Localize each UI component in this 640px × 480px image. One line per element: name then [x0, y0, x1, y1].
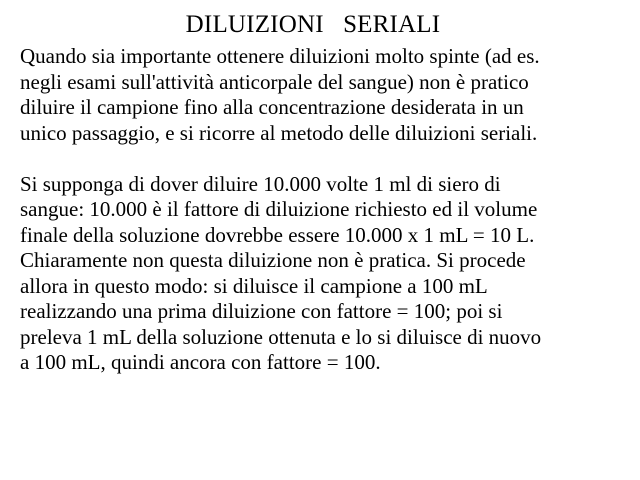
text-line: realizzando una prima diluizione con fattore = 100; poi si — [20, 299, 503, 323]
slide-body — [20, 44, 640, 376]
text-line: unico passaggio, e si ricorre al metodo delle diluizioni seriali. — [20, 120, 538, 145]
paragraph-example — [20, 172, 640, 376]
text-line: negli esami sull'attività anticorpale del sangue) non è pratico — [20, 69, 529, 94]
paragraph-spacer — [20, 146, 640, 172]
paragraph-intro — [20, 44, 640, 146]
text-line: Si supponga di dover diluire 10.000 volte 1 ml di siero di — [20, 171, 501, 196]
text-line: sangue: 10.000 è il fattore di diluizione richiesto ed il volume — [20, 197, 538, 221]
text-line: finale della soluzione dovrebbe essere 10.000 x 1 mL = 10 L. — [20, 222, 535, 247]
text-line: Chiaramente non questa diluizione non è pratica. Si procede — [20, 248, 526, 272]
text-line: preleva 1 mL della soluzione ottenuta e lo si diluisce di nuovo — [20, 324, 542, 349]
text-line: Quando sia importante ottenere diluizioni molto spinte (ad es. — [20, 44, 540, 68]
slide-title: DILUIZIONI SERIALI — [185, 11, 441, 38]
text-line: a 100 mL, quindi ancora con fattore = 100. — [20, 350, 381, 374]
text-line: diluire il campione fino alla concentrazione desiderata in un — [20, 95, 524, 119]
text-line: allora in questo modo: si diluisce il campione a 100 mL — [20, 273, 488, 298]
